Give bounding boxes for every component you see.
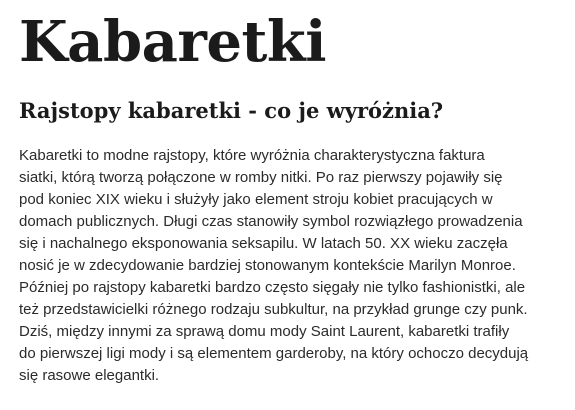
- paragraph-line: domach publicznych. Długi czas stanowiły symbol rozwiązłego prowadzenia: [19, 213, 523, 230]
- paragraph-line: nosić je w zdecydowanie bardziej stonowanym kontekście Marilyn Monroe.: [19, 257, 516, 274]
- paragraph-line: Dziś, między innymi za sprawą domu mody Saint Laurent, kabaretki trafiły: [19, 323, 510, 340]
- section-heading: Rajstopy kabaretki - co je wyróżnia?: [19, 98, 444, 123]
- paragraph-line: siatki, którą tworzą połączone w romby nitki. Po raz pierwszy pojawiły się: [19, 169, 503, 186]
- paragraph-line: też przedstawicielki różnego rodzaju subkultur, na przykład grunge czy punk.: [19, 301, 528, 318]
- paragraph-line: się i nachalnego eksponowania seksapilu. W latach 50. XX wieku zaczęła: [19, 235, 508, 252]
- paragraph-line: Później po rajstopy kabaretki bardzo często sięgały nie tylko fashionistki, ale: [19, 279, 526, 296]
- page-title: Kabaretki: [19, 9, 326, 75]
- paragraph-line: pod koniec XIX wieku i służyły jako element stroju kobiet pracujących w: [19, 191, 493, 208]
- paragraph-line: Kabaretki to modne rajstopy, które wyróżnia charakterystyczna faktura: [19, 147, 485, 164]
- paragraph-line: do pierwszej ligi mody i są elementem garderoby, na który ochoczo decydują: [19, 345, 529, 362]
- paragraph-line: się rasowe elegantki.: [19, 367, 160, 384]
- article-paragraph: [19, 145, 575, 387]
